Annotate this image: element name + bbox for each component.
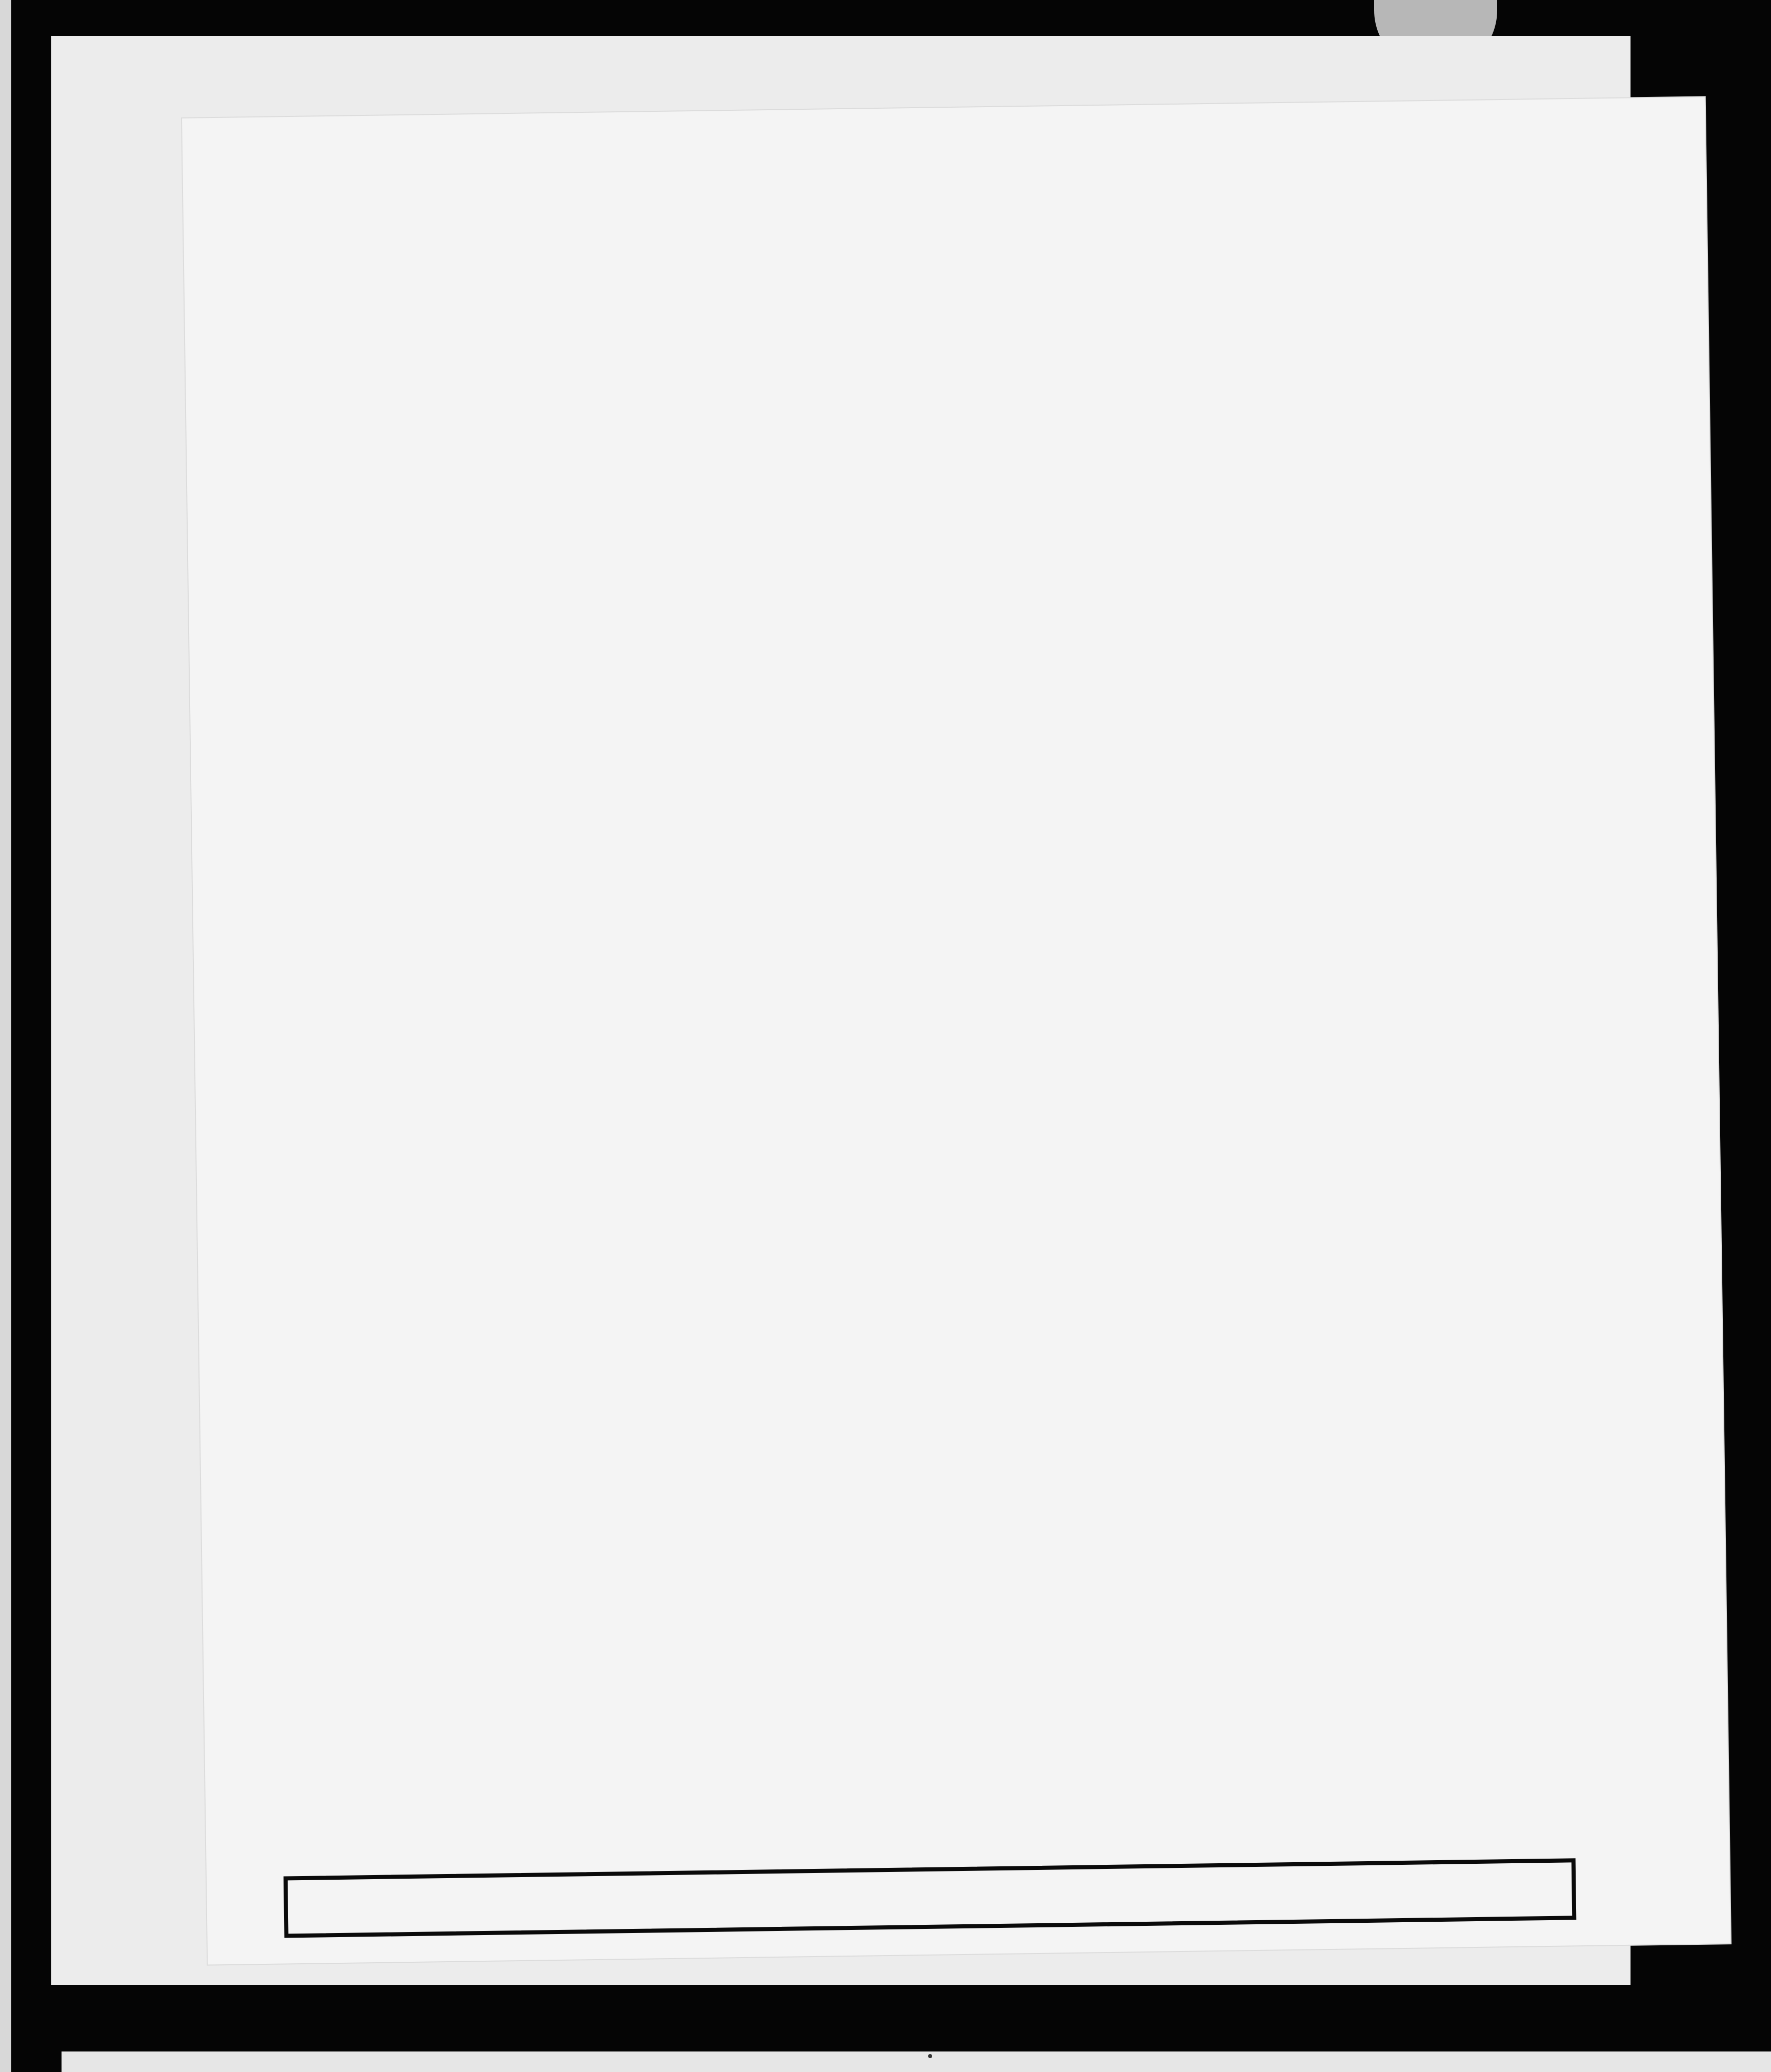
mount-page — [51, 36, 1631, 1985]
right-checklist — [969, 457, 1656, 467]
reduction-scale — [283, 1827, 1577, 1968]
page-title — [183, 151, 1705, 172]
notes-sheet — [182, 97, 1730, 1964]
intro-english — [246, 242, 881, 251]
intro-french — [963, 232, 1599, 241]
film-frame-left-edge — [0, 0, 11, 2072]
film-speck — [928, 2054, 932, 2058]
film-frame-bottom-edge — [62, 2051, 1771, 2072]
left-checklist — [249, 467, 936, 476]
